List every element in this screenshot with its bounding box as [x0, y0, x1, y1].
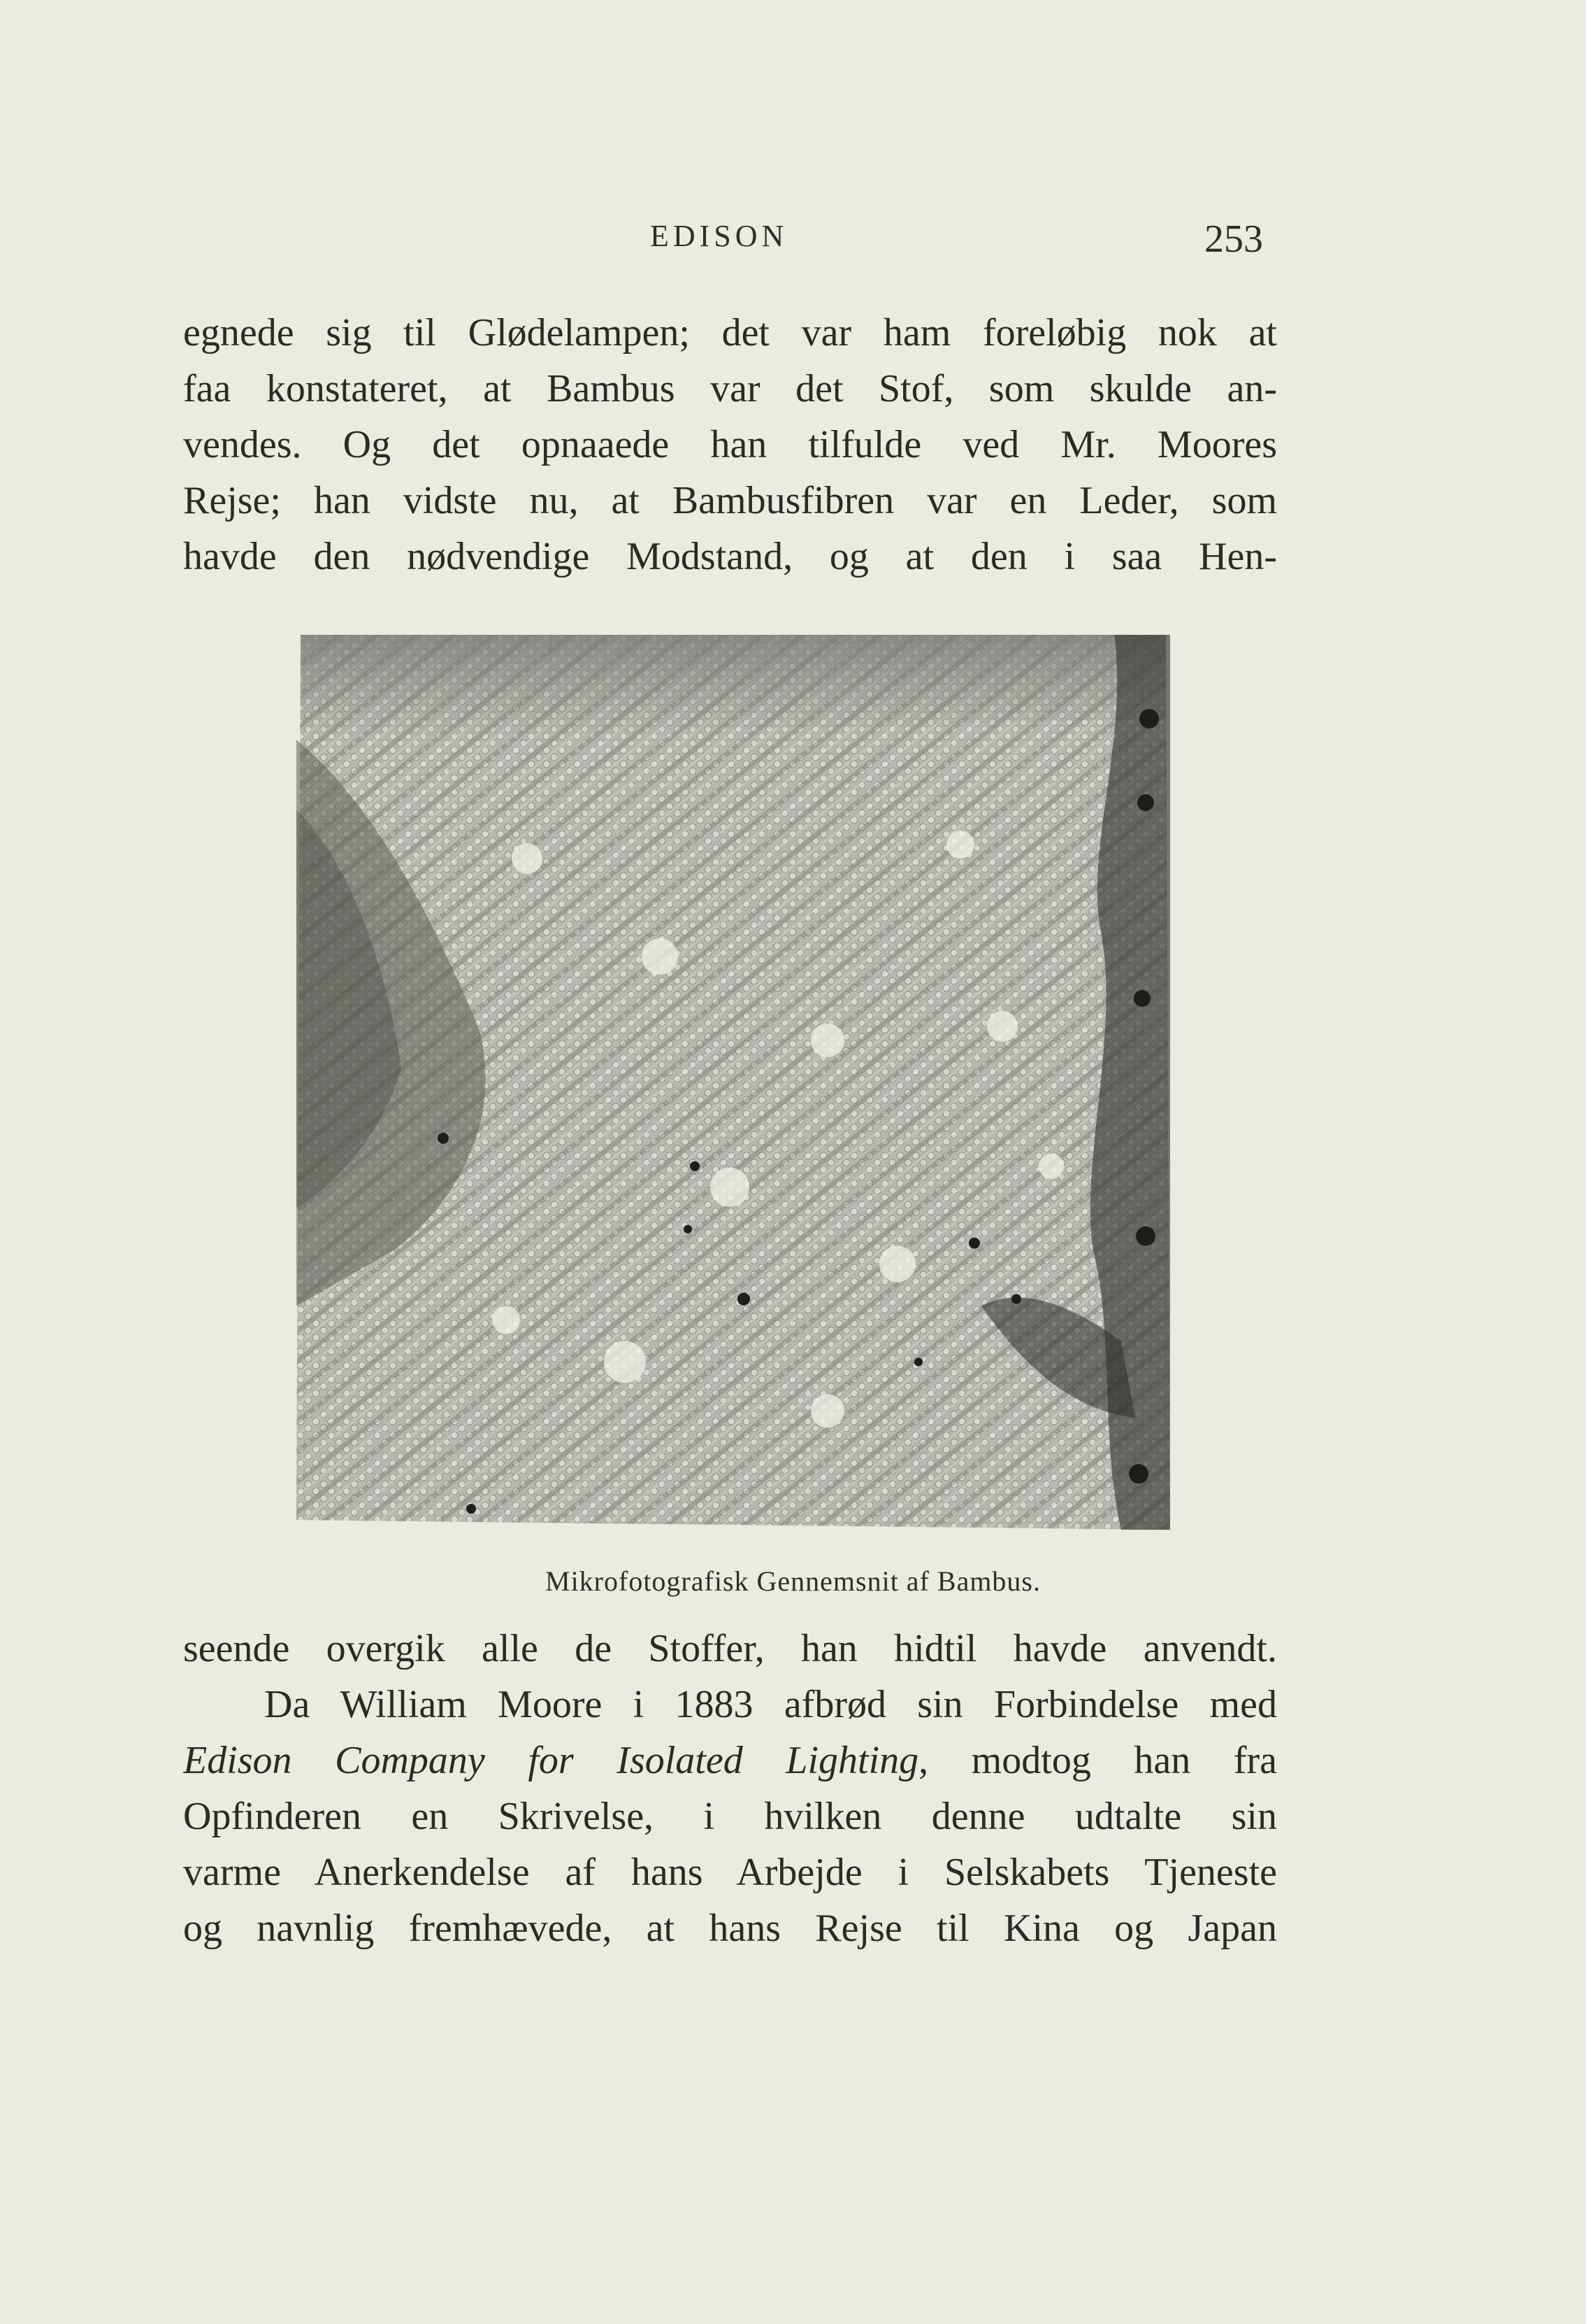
figure-caption: Mikrofotografisk Gennemsnit af Bambus. — [545, 1565, 1041, 1597]
bamboo-micrograph-image — [296, 635, 1170, 1530]
paragraph-bottom — [183, 1621, 1277, 1956]
text-line-with-italic — [183, 1733, 1277, 1788]
text-line: varme Anerkendelse af hans Arbejde i Selskabets Tjeneste — [183, 1851, 1277, 1894]
text-line: havde den nødvendige Modstand, og at den i saa Hen- — [183, 535, 1277, 578]
text-line-rest: , modtog han fra — [918, 1739, 1277, 1782]
running-header-title: EDISON — [650, 219, 788, 253]
paragraph-top — [183, 305, 1277, 584]
text-line: faa konstateret, at Bambus var det Stof, som skulde an- — [183, 367, 1277, 410]
text-line: og navnlig fremhævede, at hans Rejse til Kina og Japan — [183, 1907, 1277, 1950]
page-number: 253 — [1204, 217, 1263, 261]
text-line: seende overgik alle de Stoffer, han hidtil havde anvendt. — [183, 1627, 1277, 1670]
company-name-italic: Edison Company for Isolated Lighting — [183, 1739, 919, 1782]
text-line: egnede sig til Glødelampen; det var ham foreløbig nok at — [183, 311, 1277, 354]
text-line: Opfinderen en Skrivelse, i hvilken denne udtalte sin — [183, 1795, 1277, 1838]
text-line: vendes. Og det opnaaede han tilfulde ved Mr. Moores — [183, 423, 1277, 466]
text-line: Rejse; han vidste nu, at Bambusfibren var en Leder, som — [183, 479, 1277, 522]
text-line: Da William Moore i 1883 afbrød sin Forbindelse med — [264, 1683, 1277, 1726]
